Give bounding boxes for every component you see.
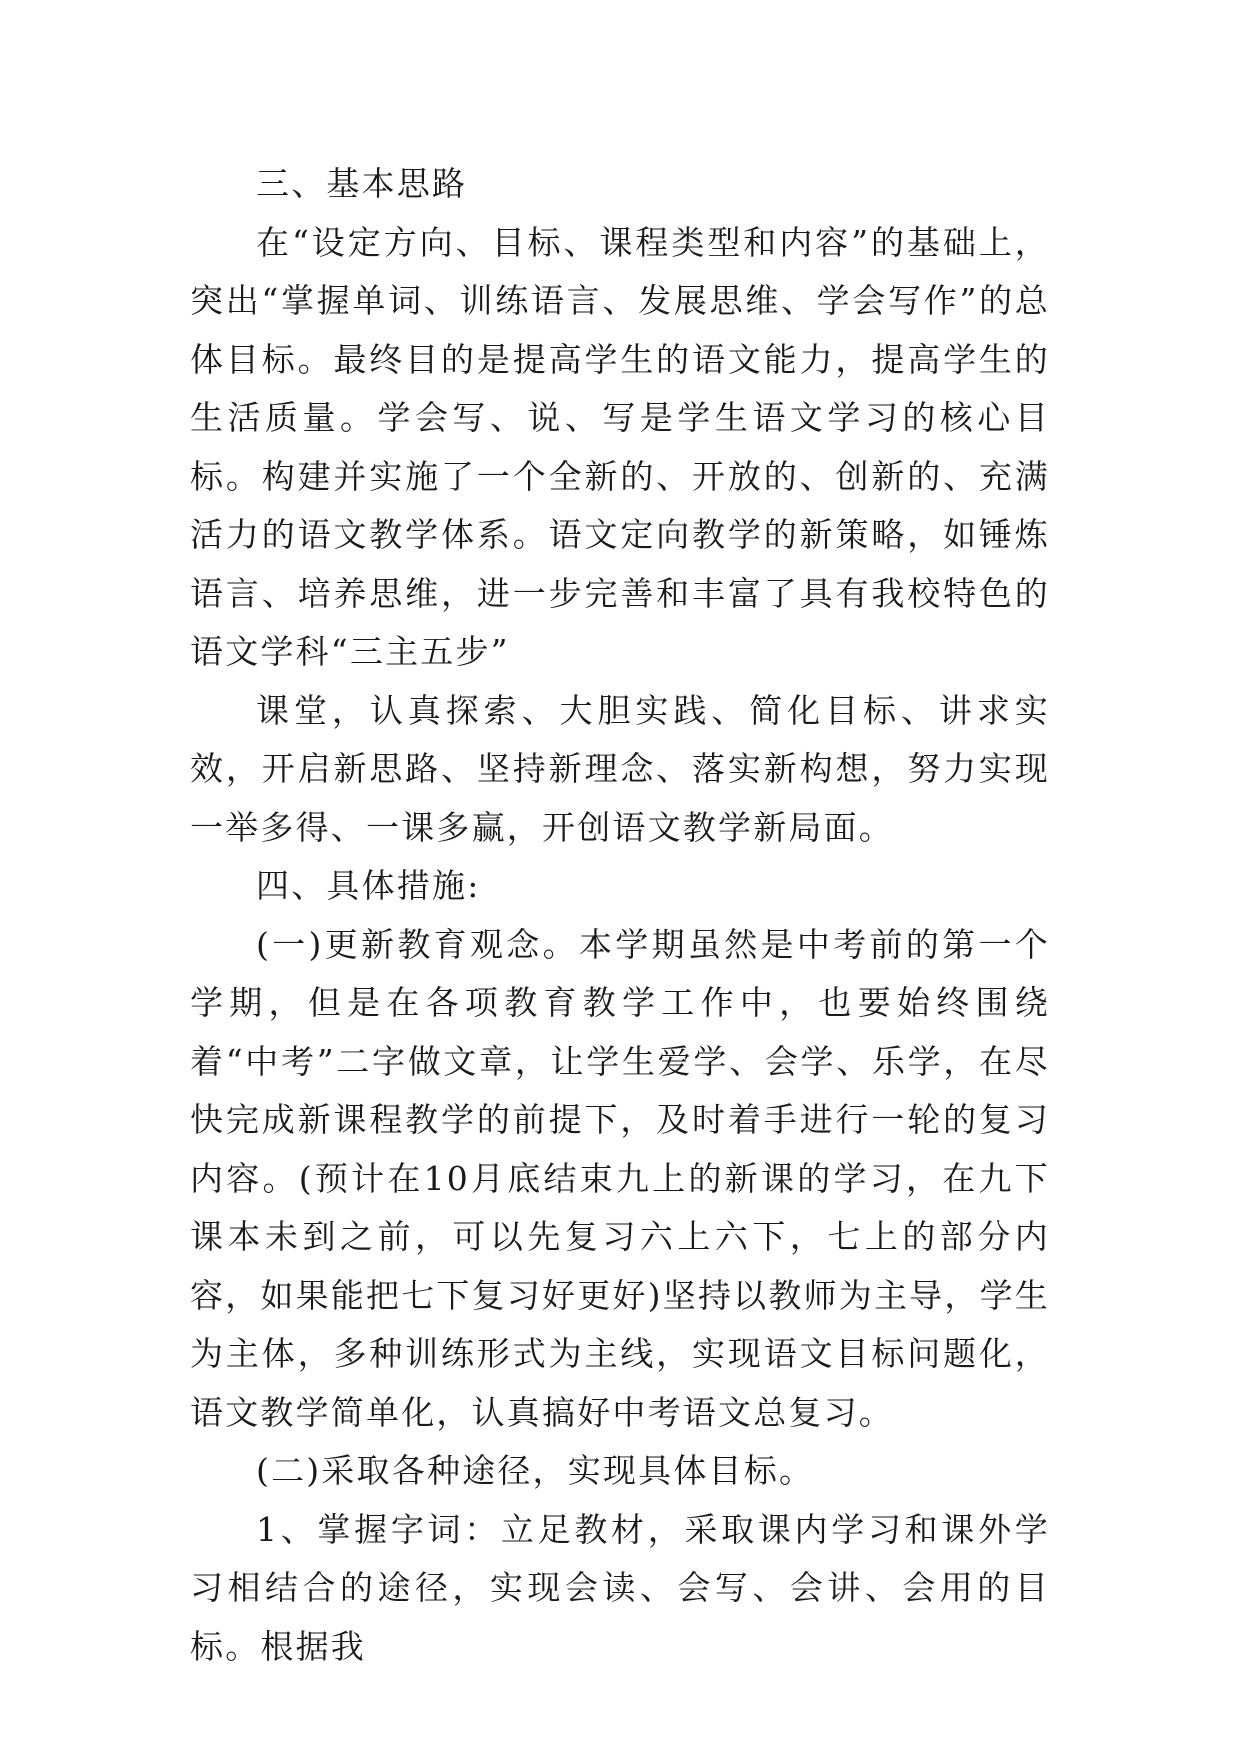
section-heading-measures: 四、具体措施: bbox=[256, 866, 481, 905]
paragraph-goals: 在“设定方向、目标、课程类型和内容”的基础上，突出“掌握单词、训练语言、发展思维、学会写作”的总体目标。最终目的是提高学生的语文能力，提高学生的生活质量。学会写、说、写是学生语文学习的核心目标。构建并实施了一个全新的、开放的、创新的、充满活力的语文教学体系。语文定向教学的新策略，如锤炼语言、培养思维，进一步完善和丰富了具有我校特色的语文学科“三主五步” bbox=[190, 222, 1050, 671]
section-heading-basic-approach: 三、基本思路 bbox=[256, 164, 468, 203]
paragraph-master-words: 1、掌握字词：立足教材，采取课内学习和课外学习相结合的途径，实现会读、会写、会讲、会用的目标。根据我 bbox=[190, 1509, 1050, 1666]
paragraph-classroom: 课堂，认真探索、大胆实践、简化目标、讲求实效，开启新思路、坚持新理念、落实新构想，努力实现一举多得、一课多赢，开创语文教学新局面。 bbox=[190, 690, 1050, 847]
paragraph-update-concepts: (一)更新教育观念。本学期虽然是中考前的第一个学期，但是在各项教育教学工作中，也要始终围绕着“中考”二字做文章，让学生爱学、会学、乐学，在尽快完成新课程教学的前提下，及时着手进行一轮的复习内容。(预计在10月底结束九上的新课的学习，在九下课本未到之前，可以先复习六上六下，七上的部分内容，如果能把七下复习好更好)坚持以教师为主导，学生为主体，多种训练形式为主线，实现语文目标问题化，语文教学简单化，认真搞好中考语文总复习。 bbox=[190, 924, 1050, 1432]
document-page bbox=[190, 155, 1050, 1676]
paragraph-approaches: (二)采取各种途径，实现具体目标。 bbox=[256, 1451, 815, 1490]
